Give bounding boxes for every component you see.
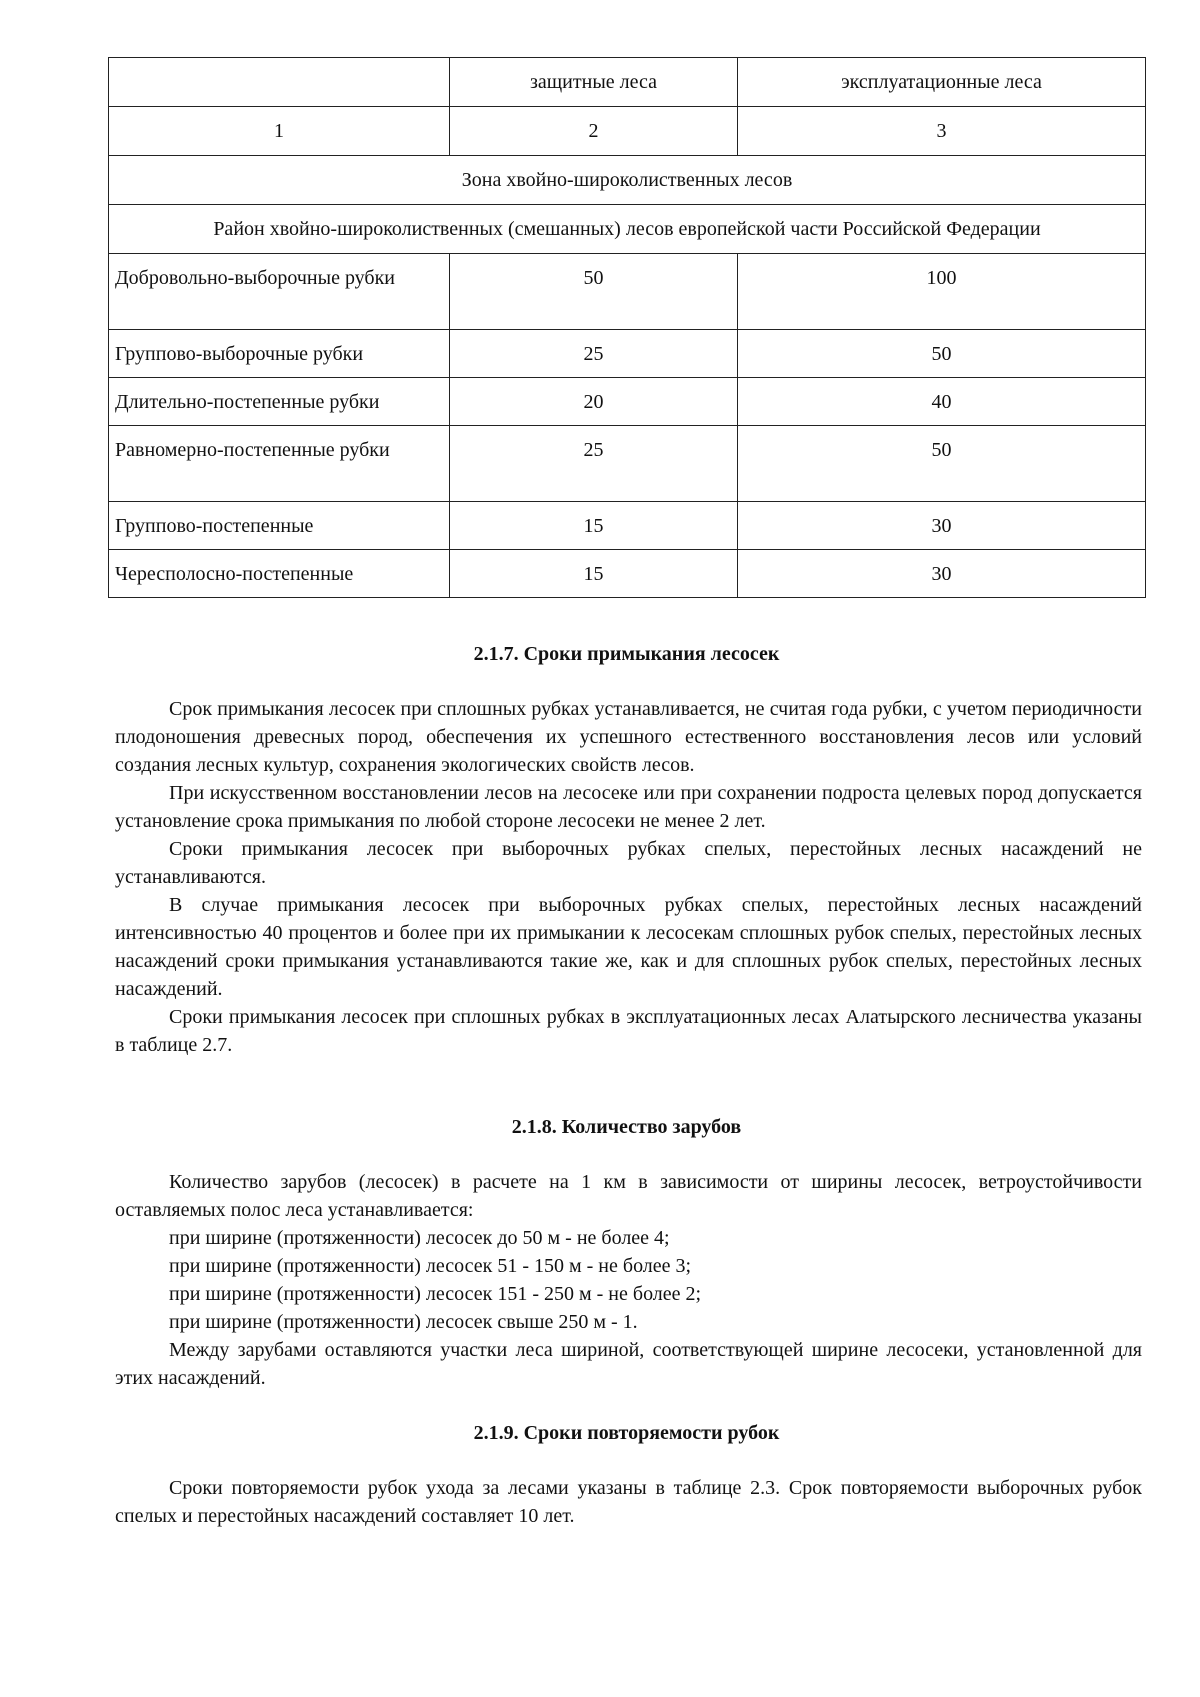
row-name: Чересполосно-постепенные bbox=[109, 550, 450, 598]
paragraph: При искусственном восстановлении лесов на лесосеке или при сохранении подроста целевых пород допускается установление срока примыкания по любой стороне лесосеки не менее 2 лет. bbox=[115, 782, 1142, 832]
table-header-row bbox=[109, 58, 1146, 107]
row-name: Длительно-постепенные рубки bbox=[109, 378, 450, 426]
table-row bbox=[109, 426, 1146, 502]
list-item: при ширине (протяженности) лесосек 51 - 150 м - не более 3; bbox=[169, 1255, 692, 1277]
paragraph: Количество зарубов (лесосек) в расчете на 1 км в зависимости от ширины лесосек, ветроустойчивости оставляемых полос леса устанавливается: bbox=[115, 1171, 1142, 1221]
row-exploitation-value: 100 bbox=[738, 254, 1146, 330]
zone-row bbox=[109, 156, 1146, 205]
section-title-2-1-8: 2.1.8. Количество зарубов bbox=[511, 1116, 742, 1138]
row-exploitation-value: 40 bbox=[738, 378, 1146, 426]
column-number: 1 bbox=[109, 107, 450, 156]
paragraph: Сроки повторяемости рубок ухода за лесами указаны в таблице 2.3. Срок повторяемости выборочных рубок спелых и перестойных насаждений составляет 10 лет. bbox=[115, 1477, 1142, 1527]
row-name: Группово-выборочные рубки bbox=[109, 330, 450, 378]
header-cell bbox=[109, 58, 450, 107]
row-name: Добровольно-выборочные рубки bbox=[109, 254, 450, 330]
table-row bbox=[109, 502, 1146, 550]
row-protective-value: 25 bbox=[450, 330, 738, 378]
row-name: Группово-постепенные bbox=[109, 502, 450, 550]
paragraph: Сроки примыкания лесосек при сплошных рубках в эксплуатационных лесах Алатырского лесничества указаны в таблице 2.7. bbox=[115, 1006, 1142, 1056]
table-row bbox=[109, 550, 1146, 598]
row-exploitation-value: 50 bbox=[738, 426, 1146, 502]
table-row bbox=[109, 378, 1146, 426]
row-protective-value: 15 bbox=[450, 550, 738, 598]
row-protective-value: 50 bbox=[450, 254, 738, 330]
list-item: при ширине (протяженности) лесосек 151 - 250 м - не более 2; bbox=[169, 1283, 702, 1305]
header-cell-protective: защитные леса bbox=[450, 58, 738, 107]
zone-cell: Зона хвойно-широколиственных лесов bbox=[109, 156, 1146, 205]
region-cell: Район хвойно-широколиственных (смешанных) лесов европейской части Российской Федерации bbox=[109, 205, 1146, 254]
table-row bbox=[109, 254, 1146, 330]
paragraph: В случае примыкания лесосек при выборочных рубках спелых, перестойных лесных насаждений интенсивностью 40 процентов и более при их примыкании к лесосекам сплошных рубок спелых, перестойных лесных насаждений сроки примыкания устанавливаются такие же, как и для сплошных рубок спелых, перестойных лесных насаждений. bbox=[115, 894, 1142, 1000]
header-cell-exploitation: эксплуатационные леса bbox=[738, 58, 1146, 107]
paragraph: Сроки примыкания лесосек при выборочных рубках спелых, перестойных лесных насаждений не устанавливаются. bbox=[115, 838, 1142, 888]
row-exploitation-value: 30 bbox=[738, 502, 1146, 550]
list-item: при ширине (протяженности) лесосек до 50 м - не более 4; bbox=[169, 1227, 670, 1249]
section-title-2-1-7: 2.1.7. Сроки примыкания лесосек bbox=[473, 643, 780, 665]
column-number: 2 bbox=[450, 107, 738, 156]
column-number-row bbox=[109, 107, 1146, 156]
row-exploitation-value: 30 bbox=[738, 550, 1146, 598]
list-item: при ширине (протяженности) лесосек свыше 250 м - 1. bbox=[169, 1311, 638, 1333]
section-title-2-1-9: 2.1.9. Сроки повторяемости рубок bbox=[473, 1422, 780, 1444]
paragraph: Срок примыкания лесосек при сплошных рубках устанавливается, не считая года рубки, с учетом периодичности плодоношения древесных пород, обеспечения их успешного естественного восстановления лесов или условий создания лесных культур, сохранения экологических свойств лесов. bbox=[115, 698, 1142, 776]
section-body-2-1-9 bbox=[115, 1474, 1142, 1530]
table-row bbox=[109, 330, 1146, 378]
column-number: 3 bbox=[738, 107, 1146, 156]
row-protective-value: 25 bbox=[450, 426, 738, 502]
cutting-intensity-table bbox=[108, 57, 1146, 598]
row-exploitation-value: 50 bbox=[738, 330, 1146, 378]
row-name: Равномерно-постепенные рубки bbox=[109, 426, 450, 502]
section-body-2-1-7 bbox=[115, 695, 1142, 1059]
row-protective-value: 20 bbox=[450, 378, 738, 426]
section-body-2-1-8 bbox=[115, 1168, 1142, 1392]
region-row bbox=[109, 205, 1146, 254]
row-protective-value: 15 bbox=[450, 502, 738, 550]
paragraph: Между зарубами оставляются участки леса шириной, соответствующей ширине лесосеки, установленной для этих насаждений. bbox=[115, 1339, 1142, 1389]
